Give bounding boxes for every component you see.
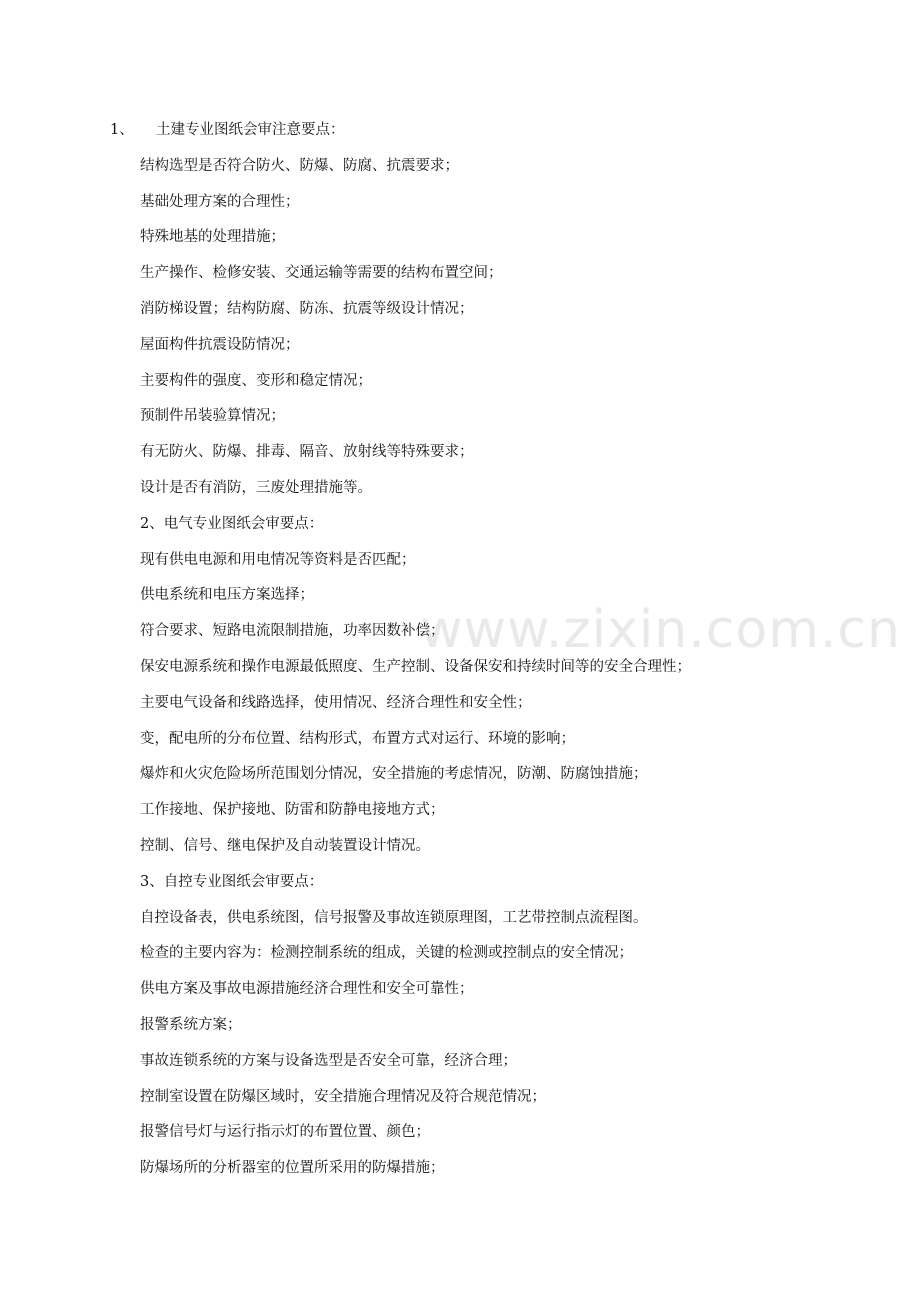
list-item: 供电方案及事故电源措施经济合理性和安全可靠性； xyxy=(140,981,474,998)
list-item: 爆炸和火灾危险场所范围划分情况，安全措施的考虑情况，防潮、防腐蚀措施； xyxy=(140,766,648,783)
list-item: 特殊地基的处理措施； xyxy=(140,229,285,246)
list-item: 供电系统和电压方案选择； xyxy=(140,587,314,604)
list-item: 控制室设置在防爆区域时，安全措施合理情况及符合规范情况； xyxy=(140,1088,546,1105)
list-item: 生产操作、检修安装、交通运输等需要的结构布置空间； xyxy=(140,265,503,282)
list-item: 报警系统方案； xyxy=(140,1016,242,1033)
section-1-number: 1、 xyxy=(110,122,134,138)
list-item: 主要构件的强度、变形和稳定情况； xyxy=(140,372,372,389)
list-item: 变，配电所的分布位置、结构形式，布置方式对运行、环境的影响； xyxy=(140,730,575,747)
list-item: 控制、信号、继电保护及自动装置设计情况。 xyxy=(140,837,430,854)
list-item: 报警信号灯与运行指示灯的布置位置、颜色； xyxy=(140,1124,430,1141)
list-item: 设计是否有消防，三废处理措施等。 xyxy=(140,479,372,496)
list-item: 有无防火、防爆、排毒、隔音、放射线等特殊要求； xyxy=(140,444,474,461)
list-item: 自控设备表，供电系统图，信号报警及事故连锁原理图，工艺带控制点流程图。 xyxy=(140,909,648,926)
list-item: 预制件吊装验算情况； xyxy=(140,408,285,425)
list-item: 检查的主要内容为：检测控制系统的组成，关键的检测或控制点的安全情况； xyxy=(140,945,633,962)
list-item: 保安电源系统和操作电源最低照度、生产控制、设备保安和持续时间等的安全合理性； xyxy=(140,658,691,675)
section-2-heading: 2、电气专业图纸会审要点： xyxy=(140,515,324,532)
list-item: 工作接地、保护接地、防雷和防静电接地方式； xyxy=(140,802,445,819)
list-item: 现有供电电源和用电情况等资料是否匹配； xyxy=(140,551,416,568)
list-item: 防爆场所的分析器室的位置所采用的防爆措施； xyxy=(140,1160,445,1177)
document-body xyxy=(0,118,920,1192)
watermark: www.zixin.com.cn xyxy=(420,600,901,660)
list-item: 事故连锁系统的方案与设备选型是否安全可靠，经济合理； xyxy=(140,1052,517,1069)
list-item: 基础处理方案的合理性； xyxy=(140,193,300,210)
list-item: 结构选型是否符合防火、防爆、防腐、抗震要求； xyxy=(140,157,459,174)
list-item: 屋面构件抗震设防情况； xyxy=(140,336,300,353)
section-1-heading xyxy=(0,118,920,154)
list-item: 主要电气设备和线路选择，使用情况、经济合理性和安全性； xyxy=(140,694,532,711)
section-1-title: 土建专业图纸会审注意要点： xyxy=(156,122,345,138)
section-3-heading: 3、自控专业图纸会审要点： xyxy=(140,873,324,890)
list-item: 符合要求、短路电流限制措施，功率因数补偿； xyxy=(140,623,445,640)
list-item: 消防梯设置；结构防腐、防冻、抗震等级设计情况； xyxy=(140,300,474,317)
